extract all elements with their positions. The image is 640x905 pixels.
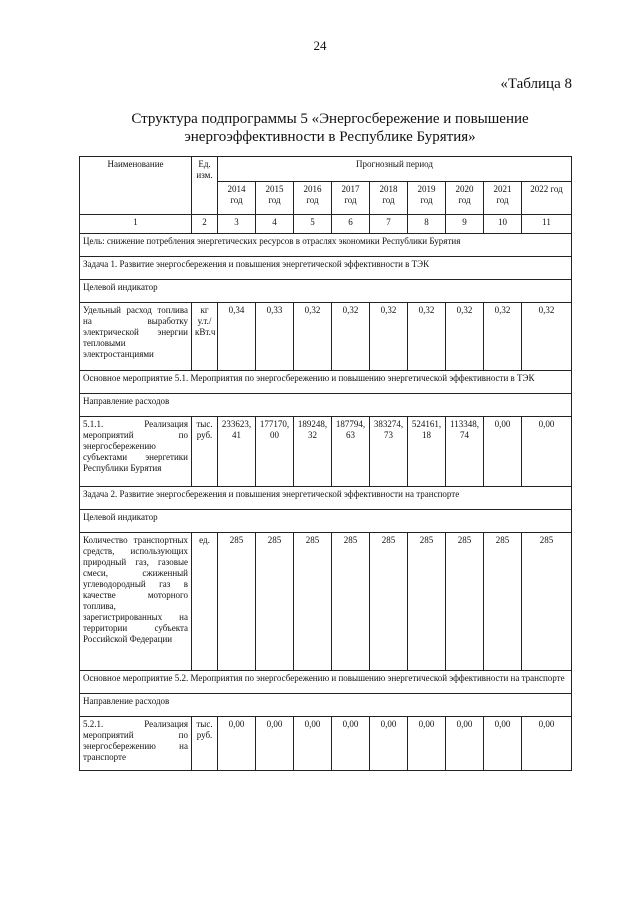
header-year: 2020 год — [446, 182, 484, 215]
indicator-2-row — [80, 533, 572, 671]
indicator-2-title: Целевой индикатор — [80, 510, 572, 533]
indicator-name: Количество транспортных средств, использующих природный газ, газовые смеси, сжиженный углеводородный газ в качестве моторного топлива, зарегистрированных на территории субъекта Российской Федерации — [80, 533, 192, 671]
column-number-row — [80, 215, 572, 234]
value-cell: 0,32 — [484, 303, 522, 371]
table-reference: «Таблица 8 — [500, 76, 572, 92]
column-number: 8 — [408, 215, 446, 234]
value-cell: 524161,18 — [408, 417, 446, 487]
column-number: 7 — [370, 215, 408, 234]
value-cell: 285 — [484, 533, 522, 671]
value-cell: 0,32 — [522, 303, 572, 371]
item-name: 5.2.1. Реализация мероприятий по энергосбережению на транспорте — [80, 717, 192, 771]
value-cell: 285 — [446, 533, 484, 671]
main-measure-2: Основное мероприятие 5.2. Мероприятия по энергосбережению и повышению энергетической эффективности на транспорте — [80, 671, 572, 694]
value-cell: 0,00 — [484, 417, 522, 487]
column-number: 10 — [484, 215, 522, 234]
table-title — [80, 110, 580, 146]
column-number: 6 — [332, 215, 370, 234]
value-cell: 285 — [370, 533, 408, 671]
header-year: 2019 год — [408, 182, 446, 215]
indicator-unit: ед. — [192, 533, 218, 671]
value-cell: 189248,32 — [294, 417, 332, 487]
value-cell: 0,00 — [256, 717, 294, 771]
value-cell: 0,32 — [332, 303, 370, 371]
value-cell: 285 — [294, 533, 332, 671]
value-cell: 0,00 — [522, 717, 572, 771]
value-cell: 0,00 — [294, 717, 332, 771]
value-cell: 285 — [408, 533, 446, 671]
value-cell: 187794,63 — [332, 417, 370, 487]
header-year: 2017 год — [332, 182, 370, 215]
value-cell: 233623,41 — [218, 417, 256, 487]
title-line-1: Структура подпрограммы 5 «Энергосбережение и повышение — [131, 111, 529, 127]
value-cell: 0,00 — [218, 717, 256, 771]
value-cell: 0,00 — [484, 717, 522, 771]
value-cell: 177170,00 — [256, 417, 294, 487]
task-2-row: Задача 2. Развитие энергосбережения и повышения энергетической эффективности на транспорте — [80, 487, 572, 510]
goal-row: Цель: снижение потребления энергетических ресурсов в отраслях экономики Республики Бурятия — [80, 234, 572, 257]
header-year: 2018 год — [370, 182, 408, 215]
header-year: 2022 год — [522, 182, 572, 215]
value-cell: 113348,74 — [446, 417, 484, 487]
value-cell: 0,00 — [332, 717, 370, 771]
column-number: 9 — [446, 215, 484, 234]
value-cell: 0,00 — [370, 717, 408, 771]
value-cell: 0,32 — [408, 303, 446, 371]
header-period: Прогнозный период — [218, 157, 572, 182]
column-number: 2 — [192, 215, 218, 234]
direction-1: Направление расходов — [80, 394, 572, 417]
indicator-1-row — [80, 303, 572, 371]
title-line-2: энергоэффективности в Республике Бурятия» — [184, 129, 476, 145]
item-2-row — [80, 717, 572, 771]
header-year: 2021 год — [484, 182, 522, 215]
page-number: 24 — [313, 38, 327, 53]
header-year: 2016 год — [294, 182, 332, 215]
header-name: Наименование — [80, 157, 192, 215]
column-number: 4 — [256, 215, 294, 234]
item-1-row — [80, 417, 572, 487]
value-cell: 285 — [332, 533, 370, 671]
value-cell: 0,00 — [408, 717, 446, 771]
header-year: 2014 год — [218, 182, 256, 215]
value-cell: 285 — [256, 533, 294, 671]
value-cell: 383274,73 — [370, 417, 408, 487]
item-name: 5.1.1. Реализация мероприятий по энергосбережению субъектами энергетики Республики Бурятия — [80, 417, 192, 487]
value-cell: 0,33 — [256, 303, 294, 371]
value-cell: 0,00 — [522, 417, 572, 487]
task-1-row: Задача 1. Развитие энергосбережения и повышения энергетической эффективности в ТЭК — [80, 257, 572, 280]
header-unit: Ед. изм. — [192, 157, 218, 215]
column-number: 5 — [294, 215, 332, 234]
subprogram-table — [79, 156, 572, 771]
column-number: 1 — [80, 215, 192, 234]
column-number: 3 — [218, 215, 256, 234]
value-cell: 0,00 — [446, 717, 484, 771]
direction-2: Направление расходов — [80, 694, 572, 717]
indicator-name: Удельный расход топлива на выработку электрической энергии тепловыми электростанциями — [80, 303, 192, 371]
item-unit: тыс. руб. — [192, 717, 218, 771]
header-year: 2015 год — [256, 182, 294, 215]
indicator-unit: кг у.т./кВт.ч — [192, 303, 218, 371]
value-cell: 0,34 — [218, 303, 256, 371]
value-cell: 285 — [218, 533, 256, 671]
item-unit: тыс. руб. — [192, 417, 218, 487]
value-cell: 285 — [522, 533, 572, 671]
indicator-1-title: Целевой индикатор — [80, 280, 572, 303]
main-measure-1: Основное мероприятие 5.1. Мероприятия по энергосбережению и повышению энергетической эффективности в ТЭК — [80, 371, 572, 394]
column-number: 11 — [522, 215, 572, 234]
value-cell: 0,32 — [446, 303, 484, 371]
value-cell: 0,32 — [294, 303, 332, 371]
value-cell: 0,32 — [370, 303, 408, 371]
